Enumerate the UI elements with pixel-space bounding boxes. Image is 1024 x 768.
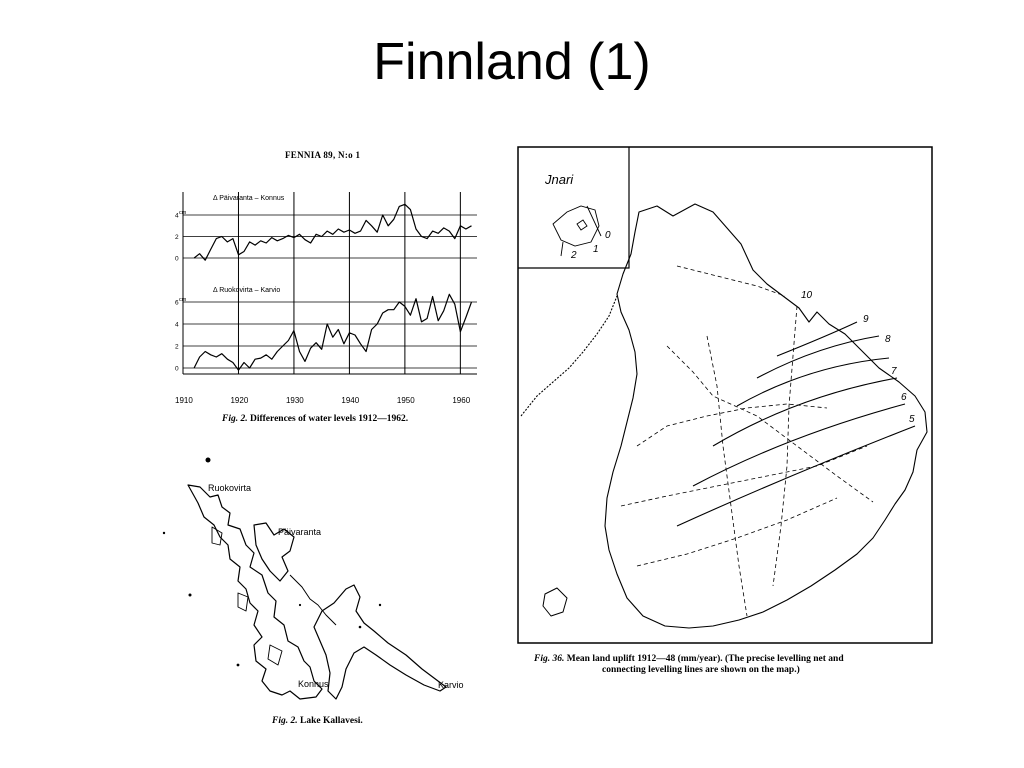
- lake-figure-label: Fig. 2.: [272, 716, 298, 726]
- y-tick-label: 2: [175, 343, 179, 351]
- water-level-chart: [165, 180, 495, 412]
- lake-label-paivaranta: Päivaranta: [278, 527, 322, 537]
- x-tick-label: 1950: [396, 396, 415, 405]
- lake-label-ruokovirta: Ruokovirta: [208, 483, 252, 493]
- inset-label: Jnari: [545, 172, 574, 187]
- lake-outline: [188, 485, 322, 699]
- inset-contour-0: 0: [605, 230, 611, 241]
- x-tick-label: 1920: [230, 396, 249, 405]
- chart-caption: [222, 414, 408, 424]
- y-tick-label: 4: [175, 212, 179, 220]
- uplift-isolines: [677, 322, 915, 526]
- finland-figure-label: Fig. 36.: [534, 654, 565, 664]
- inset-contour-2: 2: [571, 250, 577, 261]
- finland-outline: [605, 204, 927, 628]
- lake-channel: [290, 575, 336, 625]
- chart-header: FENNIA 89, N:o 1: [285, 150, 361, 160]
- lake-label-karvio: Karvio: [438, 680, 464, 690]
- inset-contour-1: 1: [593, 244, 599, 255]
- aland: [543, 588, 567, 616]
- finland-caption: [534, 654, 934, 676]
- lake-caption-text: Lake Kallavesi.: [299, 716, 363, 726]
- lake-kallavesi-map: [150, 455, 490, 720]
- coast-west: [521, 296, 617, 416]
- levelling-net: [621, 266, 873, 616]
- y-tick-label: 6: [175, 299, 179, 307]
- chart-figure-label: Fig. 2.: [222, 414, 248, 424]
- slide-title: Finnland (1): [373, 33, 651, 91]
- contour-label-9: 9: [863, 314, 869, 325]
- finland-caption-text2: connecting levelling lines are shown on the map.): [602, 665, 800, 675]
- y-unit-label: cm: [179, 210, 187, 216]
- contour-label-8: 8: [885, 334, 891, 345]
- series-label: Δ Ruokovirta – Karvio: [213, 287, 281, 294]
- lake-label-konnus: Konnus: [298, 679, 329, 689]
- x-tick-label: 1910: [175, 396, 193, 405]
- series-line-2: [194, 294, 471, 370]
- x-tick-label: 1960: [452, 396, 471, 405]
- lake-caption: [272, 716, 363, 726]
- x-tick-label: 1930: [285, 396, 304, 405]
- contour-label-7: 7: [891, 366, 897, 377]
- finland-caption-line1: [534, 654, 934, 665]
- contour-label-5: 5: [909, 414, 915, 425]
- y-tick-label: 2: [175, 234, 179, 241]
- y-unit-label: cm: [179, 297, 187, 303]
- y-tick-label: 4: [175, 321, 179, 329]
- x-tick-label: 1940: [341, 396, 360, 405]
- y-tick-label: 0: [175, 255, 179, 263]
- y-tick-label: 0: [175, 365, 179, 373]
- contour-label-6: 6: [901, 392, 907, 403]
- chart-title: Differences of water levels 1912—1962.: [249, 414, 409, 424]
- finland-uplift-map: [517, 146, 935, 646]
- series-label: Δ Päivaranta – Konnus: [213, 195, 285, 202]
- series-line-1: [194, 204, 471, 260]
- finland-caption-text: Mean land uplift 1912—48 (mm/year). (The precise levelling net and: [566, 654, 844, 664]
- contour-label-10: 10: [801, 290, 813, 301]
- lake-outline-east: [314, 585, 446, 699]
